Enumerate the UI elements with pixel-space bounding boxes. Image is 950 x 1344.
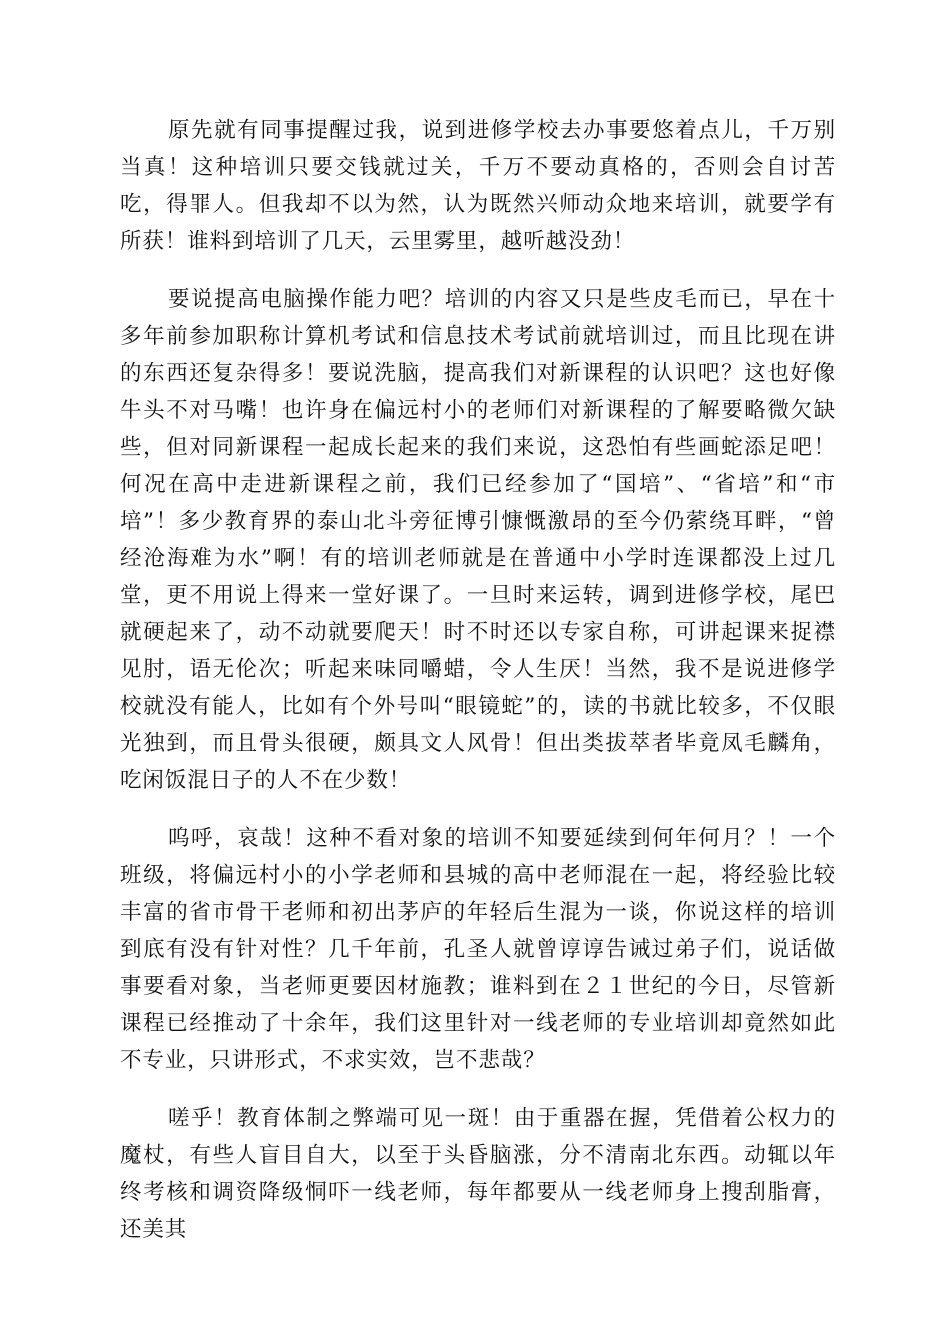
paragraph-4: 嗟乎！教育体制之弊端可见一斑！由于重器在握，凭借着公权力的魔杖，有些人盲目自大，以至于头昏脑涨，分不清南北东西。动辄以年终考核和调资降级恫吓一线老师，每年都要从一线老师身上搜刮脂膏，还美其 bbox=[120, 1106, 836, 1242]
paragraph-3: 呜呼，哀哉！这种不看对象的培训不知要延续到何年何月？！一个班级，将偏远村小的小学老师和县城的高中老师混在一起，将经验比较丰富的省市骨干老师和初出茅庐的年轻后生混为一谈，你说这样的培训到底有没有针对性？几千年前，孔圣人就曾谆谆告诫过弟子们，说话做事要看对象，当老师更要因材施教；谁料到在２１世纪的今日，尽管新课程已经推动了十余年，我们这里针对一线老师的专业培训却竟然如此不专业，只讲形式，不求实效，岂不悲哉？ bbox=[120, 826, 836, 1073]
paragraph-1: 原先就有同事提醒过我，说到进修学校去办事要悠着点儿，千万别当真！这种培训只要交钱就过关，千万不要动真格的，否则会自讨苦吃，得罪人。但我却不以为然，认为既然兴师动众地来培训，就要学有所获！谁料到培训了几天，云里雾里，越听越没劲！ bbox=[120, 118, 836, 254]
paragraph-2: 要说提高电脑操作能力吧？培训的内容又只是些皮毛而已，早在十多年前参加职称计算机考试和信息技术考试前就培训过，而且比现在讲的东西还复杂得多！要说洗脑，提高我们对新课程的认识吧？这也好像牛头不对马嘴！也许身在偏远村小的老师们对新课程的了解要略微欠缺些，但对同新课程一起成长起来的我们来说，这恐怕有些画蛇添足吧！何况在高中走进新课程之前，我们已经参加了“国培”、“省培”和“市培”！多少教育界的泰山北斗旁征博引慷慨激昂的至今仍萦绕耳畔，“曾经沧海难为水”啊！有的培训老师就是在普通中小学时连课都没上过几堂，更不用说上得来一堂好课了。一旦时来运转，调到进修学校，尾巴就硬起来了，动不动就要爬天！时不时还以专家自称，可讲起课来捉襟见肘，语无伦次；听起来味同嚼蜡，令人生厌！当然，我不是说进修学校就没有能人，比如有个外号叫“眼镜蛇”的，读的书就比较多，不仅眼光独到，而且骨头很硬，颇具文人风骨！但出类拔萃者毕竟凤毛麟角，吃闲饭混日子的人不在少数！ bbox=[120, 287, 836, 793]
document-body bbox=[120, 112, 836, 1269]
